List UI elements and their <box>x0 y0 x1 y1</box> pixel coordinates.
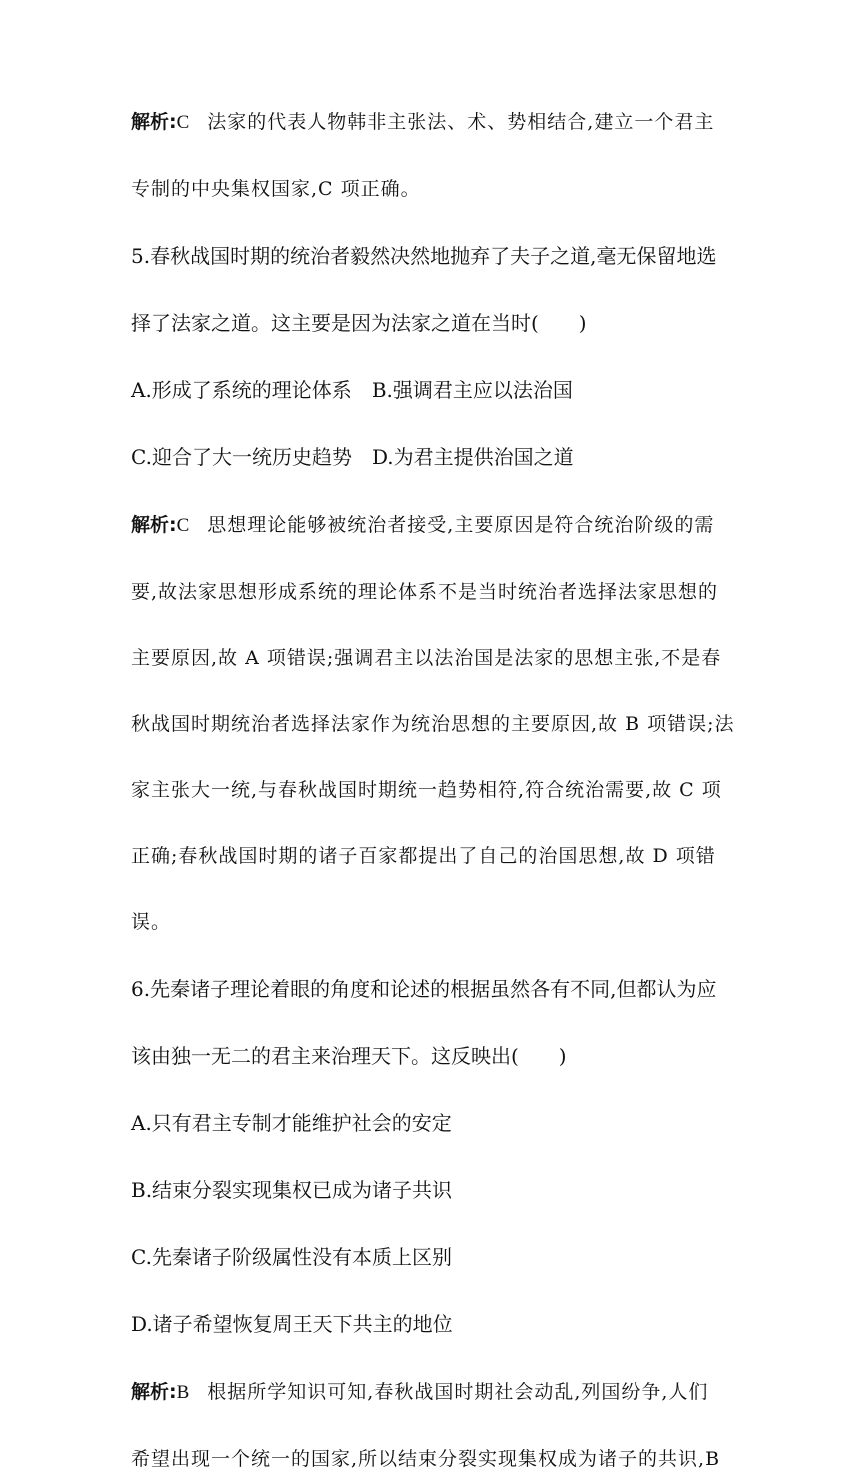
option-a: A.只有君主专制才能维护社会的安定 <box>131 1111 452 1135</box>
analysis-text: 思想理论能够被统治者接受,主要原因是符合统治阶级的需 <box>207 514 715 536</box>
option-row <box>131 379 731 401</box>
analysis-answer: B <box>176 1382 190 1403</box>
analysis-line <box>131 646 731 669</box>
question-text: 该由独一无二的君主来治理天下。这反映出( ) <box>131 1044 567 1068</box>
analysis-text: 希望出现一个统一的国家,所以结束分裂实现集权成为诸子的共识,B <box>131 1448 721 1470</box>
question-stem-line <box>131 1045 731 1067</box>
analysis-line <box>131 1447 731 1470</box>
analysis-line <box>131 778 731 801</box>
question-text: 6.先秦诸子理论着眼的角度和论述的根据虽然各有不同,但都认为应 <box>131 977 717 1001</box>
option-c: C.迎合了大一统历史趋势 <box>131 445 352 469</box>
analysis-label: 解析: <box>131 111 177 133</box>
analysis-block <box>131 110 731 200</box>
document-page <box>131 110 735 1470</box>
analysis-line <box>131 513 731 537</box>
analysis-line <box>131 580 731 603</box>
analysis-line <box>131 844 731 867</box>
option-line <box>131 1246 731 1268</box>
question-block <box>131 245 731 468</box>
option-d: D.为君主提供治国之道 <box>371 445 574 469</box>
option-d: D.诸子希望恢复周王天下共主的地位 <box>131 1312 453 1336</box>
analysis-text: 法家的代表人物韩非主张法、术、势相结合,建立一个君主 <box>207 111 715 133</box>
option-line <box>131 1179 731 1201</box>
analysis-text: 根据所学知识可知,春秋战国时期社会动乱,列国纷争,人们 <box>207 1381 709 1403</box>
analysis-text: 专制的中央集权国家,C 项正确。 <box>131 178 421 200</box>
analysis-label: 解析: <box>131 1381 177 1403</box>
question-stem-line <box>131 245 731 267</box>
question-block <box>131 978 731 1335</box>
analysis-block <box>131 513 735 933</box>
option-b: B.强调君主应以法治国 <box>371 378 573 402</box>
analysis-text: 误。 <box>131 911 172 933</box>
option-a: A.形成了系统的理论体系 <box>131 378 352 402</box>
question-text: 择了法家之道。这主要是因为法家之道在当时( ) <box>131 311 587 335</box>
analysis-line <box>131 177 731 200</box>
analysis-answer: C <box>176 112 190 133</box>
analysis-text: 秋战国时期统治者选择法家作为统治思想的主要原因,故 B 项错误;法 <box>131 713 735 735</box>
analysis-text: 正确;春秋战国时期的诸子百家都提出了自己的治国思想,故 D 项错 <box>131 845 716 867</box>
option-c: C.先秦诸子阶级属性没有本质上区别 <box>131 1245 452 1269</box>
analysis-answer: C <box>176 515 190 536</box>
question-text: 5.春秋战国时期的统治者毅然决然地抛弃了夫子之道,毫无保留地选 <box>131 244 717 268</box>
analysis-line <box>131 1380 731 1404</box>
analysis-label: 解析: <box>131 514 177 536</box>
question-stem-line <box>131 312 731 334</box>
option-line <box>131 1313 731 1335</box>
analysis-text: 主要原因,故 A 项错误;强调君主以法治国是法家的思想主张,不是春 <box>131 647 722 669</box>
analysis-line <box>131 910 731 933</box>
analysis-text: 要,故法家思想形成系统的理论体系不是当时统治者选择法家思想的 <box>131 581 719 603</box>
analysis-block <box>131 1380 731 1470</box>
option-b: B.结束分裂实现集权已成为诸子共识 <box>131 1178 453 1202</box>
option-row <box>131 446 731 468</box>
question-stem-line <box>131 978 731 1000</box>
analysis-text: 家主张大一统,与春秋战国时期统一趋势相符,符合统治需要,故 C 项 <box>131 779 722 801</box>
analysis-line <box>131 712 735 735</box>
analysis-line <box>131 110 731 134</box>
option-line <box>131 1112 731 1134</box>
